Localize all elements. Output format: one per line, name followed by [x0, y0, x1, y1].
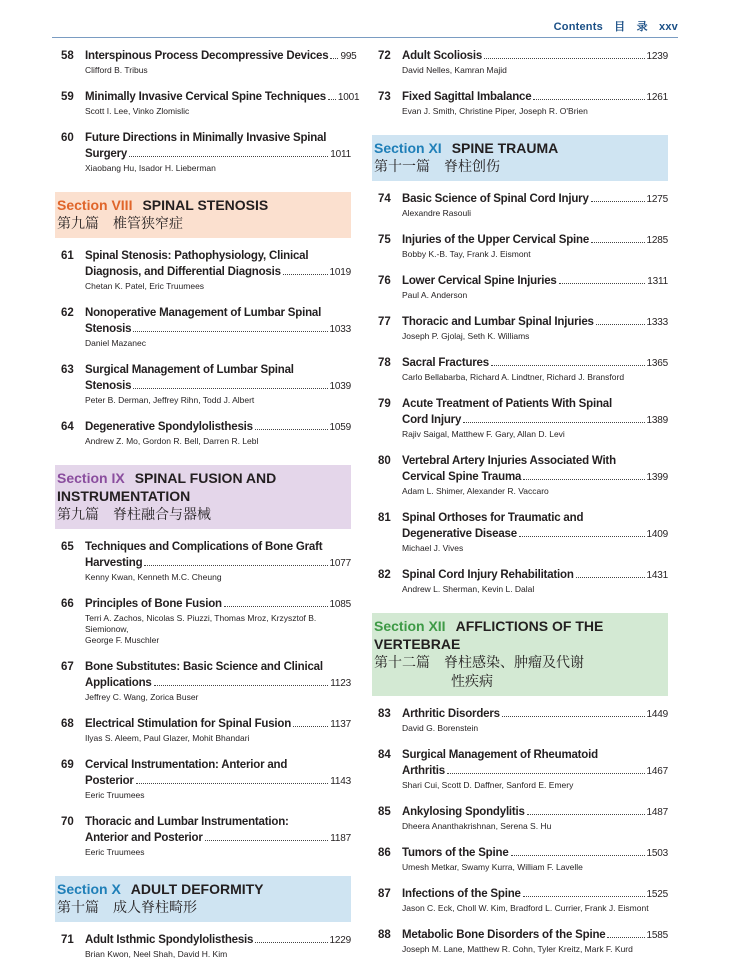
section-label: Section XII	[374, 618, 446, 634]
chapter-number: 87	[378, 888, 391, 900]
leader-dots	[502, 716, 645, 717]
page-number: 1019	[329, 267, 351, 278]
page-number: 1275	[646, 194, 668, 205]
chapter-number: 85	[378, 806, 391, 818]
chapter-title: Bone Substitutes: Basic Science and Clinical	[85, 661, 323, 673]
chapter-title-row	[402, 886, 668, 903]
chapter-number: 67	[61, 661, 74, 673]
chapter-authors: Rajiv Saigal, Matthew F. Gary, Allan D. Levi	[402, 429, 565, 439]
leader-dots	[224, 606, 328, 607]
section-header	[372, 613, 668, 696]
chapter-entry[interactable]	[372, 567, 668, 595]
chapter-title: Cord Injury	[402, 414, 462, 426]
chapter-authors: Eeric Truumees	[85, 847, 145, 857]
chapter-entry[interactable]	[372, 510, 668, 554]
section-title-zh	[57, 505, 347, 524]
section-title-zh-text: 成人脊柱畸形	[113, 899, 197, 915]
chapter-authors: Umesh Metkar, Swamy Kurra, William F. Lavelle	[402, 862, 583, 872]
chapter-title: Cervical Instrumentation: Anterior and	[85, 759, 288, 771]
chapter-entry[interactable]	[372, 273, 668, 301]
page-number: 1011	[330, 149, 351, 160]
chapter-title-row	[85, 555, 351, 572]
chapter-title-row	[85, 830, 351, 847]
chapter-authors: Kenny Kwan, Kenneth M.C. Cheung	[85, 572, 222, 582]
chapter-entry[interactable]	[55, 48, 357, 76]
leader-dots	[283, 274, 328, 275]
chapter-entry[interactable]	[372, 89, 668, 117]
leader-dots	[293, 726, 328, 727]
chapter-title: Ankylosing Spondylitis	[402, 806, 525, 818]
leader-dots	[328, 99, 336, 100]
page-number: 1033	[329, 324, 351, 335]
section-title-en	[57, 880, 347, 898]
page-number: 1229	[329, 935, 351, 946]
page-number: 1449	[646, 709, 668, 720]
page-number: 1261	[646, 92, 668, 103]
chapter-title-row	[85, 48, 357, 65]
chapter-title-row	[402, 469, 668, 486]
leader-dots	[129, 156, 328, 157]
header-contents-en: Contents	[553, 21, 603, 33]
toc-column-left	[55, 48, 360, 973]
section-label-zh: 第十二篇	[374, 654, 430, 670]
chapter-number: 86	[378, 847, 391, 859]
chapter-authors: Dheera Ananthakrishnan, Serena S. Hu	[402, 821, 552, 831]
page-number: 1085	[329, 599, 351, 610]
section-title-zh	[57, 898, 347, 917]
chapter-title: Stenosis	[85, 380, 132, 392]
chapter-title: Degenerative Spondylolisthesis	[85, 421, 253, 433]
chapter-number: 63	[61, 364, 74, 376]
chapter-entry[interactable]	[55, 419, 351, 447]
chapter-entry[interactable]	[372, 747, 668, 791]
chapter-title-row	[402, 804, 668, 821]
chapter-number: 68	[61, 718, 74, 730]
chapter-title-row	[402, 89, 668, 106]
chapter-number: 64	[61, 421, 74, 433]
section-header	[55, 192, 351, 238]
section-title: AFFLICTIONS OF THE VERTEBRAE	[374, 618, 604, 652]
chapter-entry[interactable]	[55, 596, 351, 646]
chapter-title: Stenosis	[85, 323, 132, 335]
section-title-zh-continued: 性疾病	[451, 673, 493, 689]
page-number: 1059	[329, 422, 351, 433]
chapter-number: 59	[61, 91, 74, 103]
chapter-title: Infections of the Spine	[402, 888, 521, 900]
section-title-zh-text: 脊柱创伤	[444, 158, 500, 174]
page-number: 1137	[330, 719, 351, 730]
chapter-entry[interactable]	[372, 48, 668, 76]
chapter-title-row	[402, 706, 668, 723]
chapter-title: Interspinous Process Decompressive Devices	[85, 50, 329, 62]
chapter-authors: Bobby K.-B. Tay, Frank J. Eismont	[402, 249, 531, 259]
chapter-number: 70	[61, 816, 74, 828]
chapter-authors: Alexandre Rasouli	[402, 208, 471, 218]
section-label-zh: 第九篇	[57, 215, 99, 231]
chapter-title: Spinal Stenosis: Pathophysiology, Clinical	[85, 250, 309, 262]
page-number: 995	[340, 51, 357, 62]
section-title-en	[374, 617, 664, 653]
leader-dots	[533, 99, 644, 100]
leader-dots	[591, 242, 644, 243]
page-number: 1431	[646, 570, 668, 581]
page-number: 1039	[329, 381, 351, 392]
page-header	[546, 18, 678, 34]
chapter-title-row	[402, 191, 668, 208]
page-number: 1311	[647, 276, 668, 287]
chapter-entry[interactable]	[55, 716, 351, 744]
leader-dots	[136, 783, 329, 784]
chapter-title: Injuries of the Upper Cervical Spine	[402, 234, 590, 246]
chapter-title-row	[402, 314, 668, 331]
chapter-authors: Andrew L. Sherman, Kevin L. Dalal	[402, 584, 535, 594]
chapter-authors: Ilyas S. Aleem, Paul Glazer, Mohit Bhandari	[85, 733, 250, 743]
leader-dots	[523, 896, 645, 897]
chapter-title-row	[85, 716, 351, 733]
leader-dots	[144, 565, 327, 566]
header-rule	[52, 37, 678, 38]
chapter-number: 69	[61, 759, 74, 771]
chapter-number: 82	[378, 569, 391, 581]
chapter-title: Applications	[85, 677, 152, 689]
chapter-title-row	[85, 419, 351, 436]
chapter-authors: Carlo Bellabarba, Richard A. Lindtner, Richard J. Bransford	[402, 372, 625, 382]
chapter-title: Spinal Orthoses for Traumatic and	[402, 512, 584, 524]
chapter-title: Diagnosis, and Differential Diagnosis	[85, 266, 281, 278]
page-number: 1585	[646, 930, 668, 941]
chapter-number: 73	[378, 91, 391, 103]
chapter-authors: Chetan K. Patel, Eric Truumees	[85, 281, 205, 291]
chapter-number: 78	[378, 357, 391, 369]
chapter-title: Thoracic and Lumbar Spinal Injuries	[402, 316, 594, 328]
chapter-entry[interactable]	[372, 804, 668, 832]
chapter-title: Adult Scoliosis	[402, 50, 483, 62]
chapter-entry[interactable]	[55, 362, 351, 406]
chapter-entry[interactable]	[372, 706, 668, 734]
section-title: SPINAL STENOSIS	[142, 197, 269, 213]
page-number: 1467	[646, 766, 668, 777]
chapter-title-row	[85, 378, 351, 395]
chapter-title: Surgical Management of Lumbar Spinal	[85, 364, 294, 376]
chapter-title: Metabolic Bone Disorders of the Spine	[402, 929, 606, 941]
chapter-title: Basic Science of Spinal Cord Injury	[402, 193, 589, 205]
chapter-title-row	[402, 927, 668, 944]
page-number: 1123	[330, 678, 351, 689]
chapter-title-row	[85, 675, 351, 692]
section-title-en	[374, 139, 664, 157]
chapter-title: Arthritic Disorders	[402, 708, 500, 720]
chapter-number: 74	[378, 193, 391, 205]
chapter-title: Acute Treatment of Patients With Spinal	[402, 398, 612, 410]
chapter-title: Sacral Fractures	[402, 357, 489, 369]
chapter-number: 80	[378, 455, 391, 467]
chapter-authors: Andrew Z. Mo, Gordon R. Bell, Darren R. Lebl	[85, 436, 259, 446]
chapter-title-row	[402, 763, 668, 780]
chapter-entry[interactable]	[55, 932, 351, 960]
chapter-title: Nonoperative Management of Lumbar Spinal	[85, 307, 322, 319]
chapter-title: Vertebral Artery Injuries Associated With	[402, 455, 616, 467]
section-title: ADULT DEFORMITY	[130, 881, 264, 897]
page-number: 1187	[330, 833, 351, 844]
leader-dots	[330, 58, 338, 59]
section-label: Section XI	[374, 140, 442, 156]
leader-dots	[255, 942, 327, 943]
chapter-entry[interactable]	[372, 927, 668, 955]
chapter-number: 76	[378, 275, 391, 287]
chapter-title: Arthritis	[402, 765, 445, 777]
chapter-number: 75	[378, 234, 391, 246]
chapter-title-row	[402, 526, 668, 543]
section-title-en	[57, 469, 347, 505]
chapter-authors: Eeric Truumees	[85, 790, 145, 800]
chapter-authors: Joseph P. Gjolaj, Seth K. Williams	[402, 331, 530, 341]
chapter-number: 77	[378, 316, 391, 328]
chapter-authors: Adam L. Shimer, Alexander R. Vaccaro	[402, 486, 549, 496]
leader-dots	[491, 365, 645, 366]
chapter-authors: Jason C. Eck, Choll W. Kim, Bradford L. Currier, Frank J. Eismont	[402, 903, 649, 913]
chapter-title: Spinal Cord Injury Rehabilitation	[402, 569, 574, 581]
section-title-zh	[374, 157, 664, 176]
page-number: 1525	[646, 889, 668, 900]
page-number: 1143	[330, 776, 351, 787]
page-number: 1399	[646, 472, 668, 483]
section-header	[55, 465, 351, 529]
leader-dots	[519, 536, 645, 537]
chapter-entry[interactable]	[372, 453, 668, 497]
page-number: 1239	[646, 51, 668, 62]
chapter-title: Harvesting	[85, 557, 143, 569]
chapter-authors: Shari Cui, Scott D. Daffner, Sanford E. Emery	[402, 780, 574, 790]
chapter-authors: Xiaobang Hu, Isador H. Lieberman	[85, 163, 216, 173]
chapter-title-row	[402, 273, 668, 290]
leader-dots	[523, 479, 644, 480]
chapter-number: 83	[378, 708, 391, 720]
leader-dots	[591, 201, 645, 202]
leader-dots	[576, 577, 645, 578]
section-label-zh: 第九篇	[57, 506, 99, 522]
chapter-title: Techniques and Complications of Bone Graft	[85, 541, 323, 553]
chapter-title-row	[85, 932, 351, 949]
chapter-entry[interactable]	[55, 130, 351, 174]
leader-dots	[559, 283, 646, 284]
chapter-entry[interactable]	[55, 814, 351, 858]
leader-dots	[133, 388, 327, 389]
chapter-number: 58	[61, 50, 74, 62]
leader-dots	[154, 685, 329, 686]
chapter-authors: Jeffrey C. Wang, Zorica Buser	[85, 692, 199, 702]
chapter-authors: Terri A. Zachos, Nicolas S. Piuzzi, Thomas Mroz, Krzysztof B. Siemionow,	[85, 613, 317, 634]
chapter-title-row	[85, 264, 351, 281]
section-title: SPINE TRAUMA	[451, 140, 559, 156]
chapter-entry[interactable]	[372, 396, 668, 440]
chapter-title-row	[85, 596, 351, 613]
chapter-number: 88	[378, 929, 391, 941]
chapter-title: Adult Isthmic Spondylolisthesis	[85, 934, 254, 946]
chapter-title: Electrical Stimulation for Spinal Fusion	[85, 718, 292, 730]
section-title-zh-text: 脊柱融合与器械	[113, 506, 211, 522]
header-page-number: xxv	[659, 21, 678, 33]
section-label-zh: 第十篇	[57, 899, 99, 915]
chapter-title: Cervical Spine Trauma	[402, 471, 522, 483]
page-number: 1487	[646, 807, 668, 818]
chapter-authors: Peter B. Derman, Jeffrey Rihn, Todd J. Albert	[85, 395, 255, 405]
chapter-entry[interactable]	[55, 89, 360, 117]
chapter-title: Lower Cervical Spine Injuries	[402, 275, 557, 287]
chapter-authors: George F. Muschler	[85, 635, 160, 645]
section-title-zh-text: 椎管狭窄症	[113, 215, 183, 231]
section-header	[55, 876, 351, 922]
chapter-title: Future Directions in Minimally Invasive Spinal	[85, 132, 327, 144]
chapter-title: Anterior and Posterior	[85, 832, 203, 844]
chapter-number: 60	[61, 132, 74, 144]
page-number: 1365	[646, 358, 668, 369]
chapter-authors: Daniel Mazanec	[85, 338, 146, 348]
chapter-authors: Clifford B. Tribus	[85, 65, 148, 75]
toc-column-right	[372, 48, 668, 968]
chapter-authors: Joseph M. Lane, Matthew R. Cohn, Tyler Kreitz, Mark F. Kurd	[402, 944, 633, 954]
chapter-title-row	[85, 146, 351, 163]
page-number: 1077	[329, 558, 351, 569]
chapter-entry[interactable]	[372, 314, 668, 342]
chapter-title: Surgical Management of Rheumatoid	[402, 749, 598, 761]
section-title-en	[57, 196, 347, 214]
chapter-entry[interactable]	[372, 845, 668, 873]
section-title: SPINAL FUSION AND INSTRUMENTATION	[57, 470, 277, 504]
leader-dots	[463, 422, 644, 423]
header-contents-zh: 目 录	[614, 21, 648, 33]
chapter-entry[interactable]	[372, 232, 668, 260]
chapter-title: Surgery	[85, 148, 128, 160]
chapter-title: Minimally Invasive Cervical Spine Techniques	[85, 91, 326, 103]
chapter-entry[interactable]	[372, 886, 668, 914]
chapter-number: 81	[378, 512, 391, 524]
chapter-entry[interactable]	[55, 659, 351, 703]
chapter-title-row	[85, 89, 360, 106]
chapter-number: 66	[61, 598, 74, 610]
leader-dots	[133, 331, 327, 332]
chapter-title-row	[402, 412, 668, 429]
chapter-title-row	[402, 845, 668, 862]
chapter-number: 61	[61, 250, 74, 262]
page-number: 1285	[646, 235, 668, 246]
chapter-title-row	[85, 773, 351, 790]
page-number: 1409	[646, 529, 668, 540]
chapter-entry[interactable]	[55, 539, 351, 583]
chapter-number: 71	[61, 934, 74, 946]
section-title-zh-text: 脊柱感染、肿瘤及代谢	[444, 654, 584, 670]
chapter-entry[interactable]	[55, 248, 351, 292]
page-number: 1333	[646, 317, 668, 328]
chapter-title: Posterior	[85, 775, 134, 787]
section-label: Section VIII	[57, 197, 133, 213]
leader-dots	[596, 324, 645, 325]
chapter-entry[interactable]	[372, 191, 668, 219]
section-label: Section X	[57, 881, 121, 897]
chapter-authors: David G. Borenstein	[402, 723, 479, 733]
chapter-title-row	[402, 567, 668, 584]
leader-dots	[447, 773, 645, 774]
section-header	[372, 135, 668, 181]
chapter-number: 65	[61, 541, 74, 553]
leader-dots	[205, 840, 329, 841]
chapter-authors: Brian Kwon, Neel Shah, David H. Kim	[85, 949, 228, 959]
chapter-entry[interactable]	[55, 757, 351, 801]
chapter-authors: Michael J. Vives	[402, 543, 464, 553]
chapter-number: 84	[378, 749, 391, 761]
page-number: 1503	[646, 848, 668, 859]
chapter-number: 62	[61, 307, 74, 319]
chapter-number: 72	[378, 50, 391, 62]
page-number: 1389	[646, 415, 668, 426]
chapter-authors: Scott I. Lee, Vinko Zlomislic	[85, 106, 190, 116]
chapter-title-row	[85, 321, 351, 338]
page-number: 1001	[337, 92, 360, 103]
section-title-zh	[374, 653, 664, 672]
leader-dots	[511, 855, 645, 856]
chapter-entry[interactable]	[372, 355, 668, 383]
leader-dots	[484, 58, 644, 59]
leader-dots	[255, 429, 328, 430]
chapter-title-row	[402, 232, 668, 249]
chapter-number: 79	[378, 398, 391, 410]
chapter-authors: Paul A. Anderson	[402, 290, 468, 300]
chapter-title-row	[402, 355, 668, 372]
chapter-title: Fixed Sagittal Imbalance	[402, 91, 532, 103]
chapter-entry[interactable]	[55, 305, 351, 349]
chapter-title: Tumors of the Spine	[402, 847, 509, 859]
chapter-title: Degenerative Disease	[402, 528, 517, 540]
section-title-zh	[57, 214, 347, 233]
leader-dots	[527, 814, 645, 815]
chapter-title: Thoracic and Lumbar Instrumentation:	[85, 816, 289, 828]
section-label-zh: 第十一篇	[374, 158, 430, 174]
section-label: Section IX	[57, 470, 125, 486]
chapter-title-row	[402, 48, 668, 65]
chapter-authors: Evan J. Smith, Christine Piper, Joseph R. O'Brien	[402, 106, 588, 116]
chapter-title: Principles of Bone Fusion	[85, 598, 222, 610]
chapter-authors: David Nelles, Kamran Majid	[402, 65, 507, 75]
